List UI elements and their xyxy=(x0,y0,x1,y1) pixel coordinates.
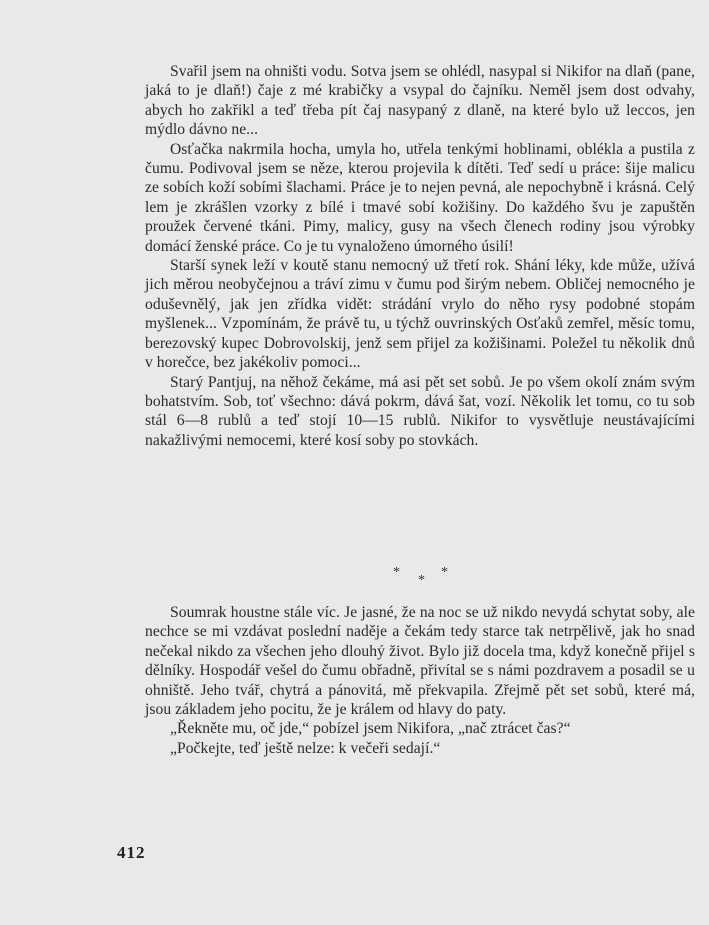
dialogue-line: „Počkejte, teď ještě nelze: k večeři sedají.“ xyxy=(170,739,441,757)
paragraph: Osťačka nakrmila hocha, umyla ho, utřela tenkými hoblinami, oblékla a pustila z čumu. Podivoval jsem se něze, kterou projevila k dítěti. Teď sedí u práce: šije malicu ze sobích koží sobími šlachami. Práce je to nejen pevná, ale nepochybně i krásná. Celý lem je zkrášlen vzorky z bílé i tmavé sobí kožišiny. Do každého švu je zapuštěn proužek červené tkáni. Pimy, malicy, gusy na všech členech rodiny jsou výrobky domácí ženské práce. Co je tu vynaloženo úmorného úsilí! xyxy=(145,140,695,255)
paragraph: Svařil jsem na ohništi vodu. Sotva jsem se ohlédl, nasypal si Nikifor na dlaň (pane, jaká to je dlaň!) čaje z mé krabičky a vsypal do čajníku. Neměl jsem dost odvahy, abych ho zakřikl a teď třeba pít čaj nasypaný z dlaně, na které bylo už leccos, jen mýdlo dávno ne... xyxy=(145,63,695,139)
paragraph: Starý Pantjuj, na něhož čekáme, má asi pět set sobů. Je po všem okolí znám svým bohatstvím. Sob, toť všechno: dává pokrm, dává šat, vozí. Několik let tomu, co tu sob stál 6—8 rublů a teď stojí 10—15 rublů. Nikifor to vysvětluje neustávajícími nakažlivými nemocemi, které kosí soby po stovkách. xyxy=(145,373,695,449)
asterisk: * xyxy=(418,573,425,588)
section-break-asterisks xyxy=(385,566,465,594)
text-block-lower xyxy=(145,603,695,758)
paragraph: Soumrak houstne stále víc. Je jasné, že na noc se už nikdo nevydá schytat soby, ale nechce se mi vzdávat poslední naděje a čekám tedy starce tak netrpělivě, jak ho snad nečekal nikdo za všechen jeho dlouhý život. Bylo již docela tma, když konečně přijel s dělníky. Hospodář vešel do čumu obřadně, přivítal se s námi pozdravem a posadil se u ohniště. Jeho tvář, chytrá a pánovitá, mě překvapila. Zřejmě pět set sobů, které má, jsou základem jeho pocitu, že je králem od hlavy do paty. xyxy=(145,604,695,719)
asterisk: * xyxy=(441,565,448,580)
dialogue-line: „Řekněte mu, oč jde,“ pobízel jsem Nikifora, „nač ztrácet čas?“ xyxy=(170,720,571,738)
page-number: 412 xyxy=(117,843,146,862)
paragraph: Starší synek leží v koutě stanu nemocný už třetí rok. Shání léky, kde může, užívá jich měrou neobyčejnou a tráví zimu v čumu pod širým nebem. Obličej nemocného je oduševnělý, jak jen zřídka vidět: strádání vrylo do něho rysy podobné stopám myšlenek... Vzpomínám, že právě tu, u týchž ouvrinských Osťaků zemřel, měsíc tomu, berezovský kupec Dobrovolskij, jenž sem přijel za kožišinami. Poležel tu několik dnů v horečce, bez jakékoliv pomoci... xyxy=(145,257,695,372)
asterisk: * xyxy=(393,565,400,580)
text-block-upper xyxy=(145,62,695,450)
